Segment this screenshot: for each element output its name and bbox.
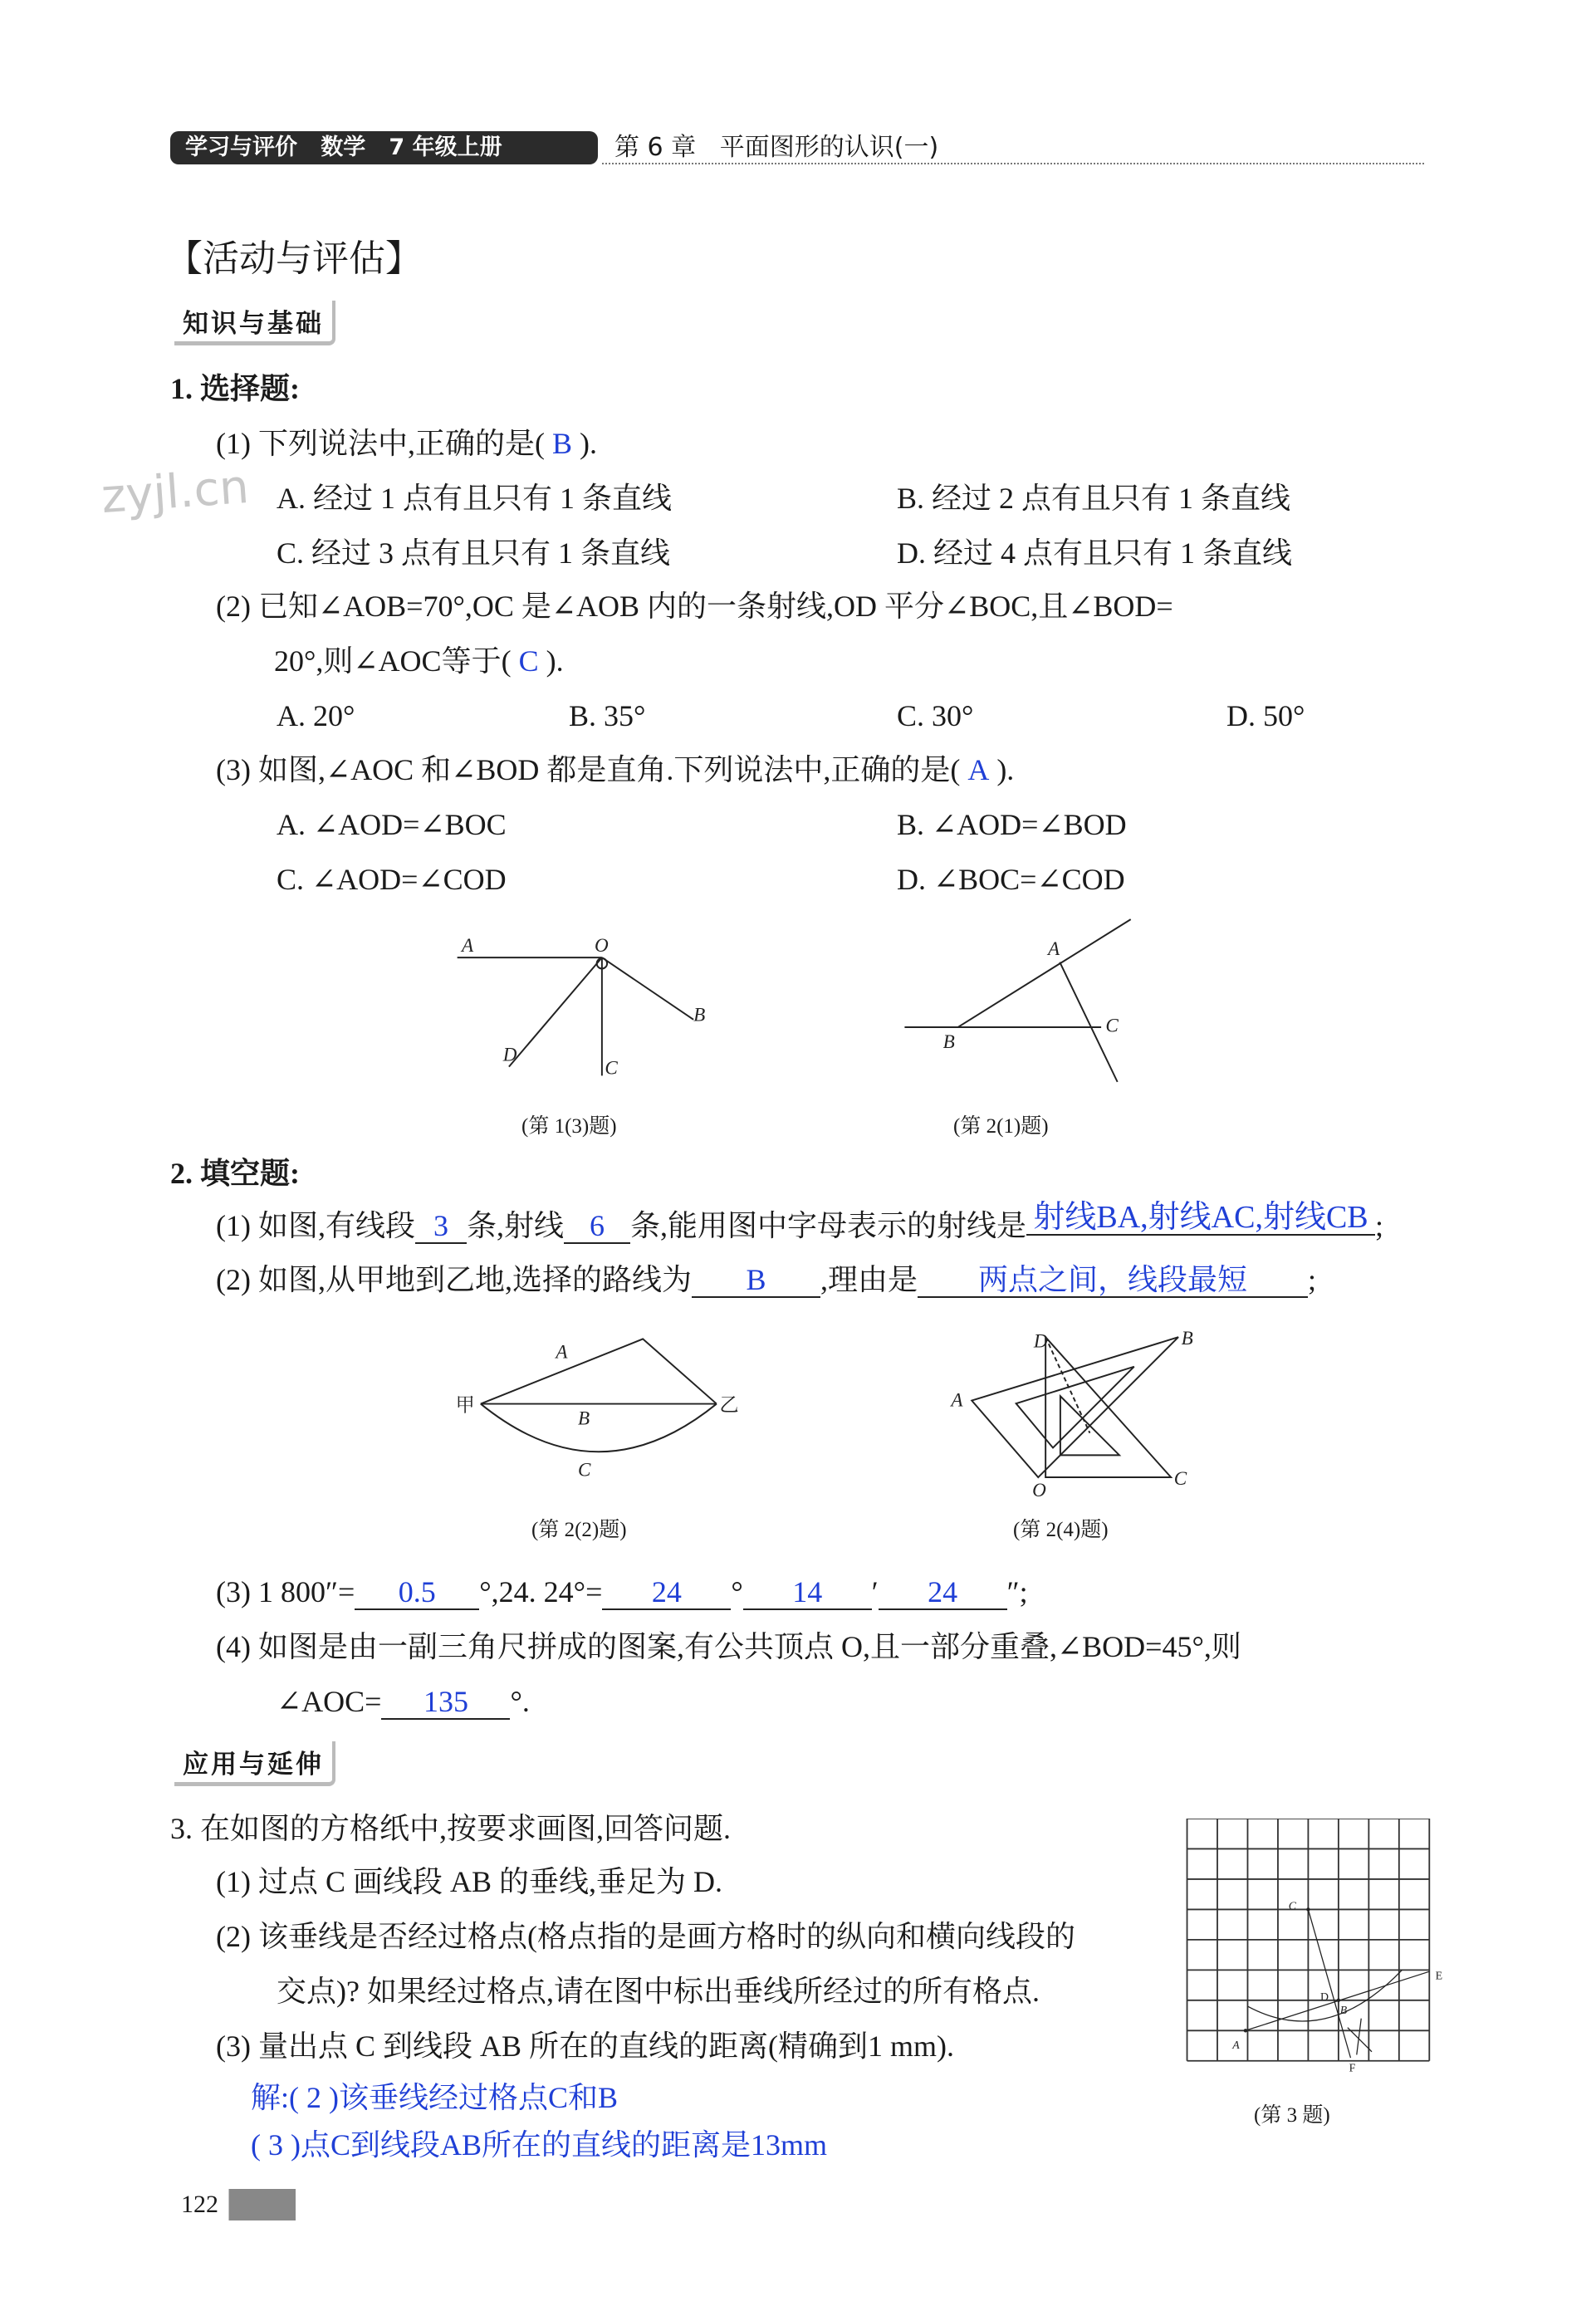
caption-2-1: (第 2(1)题) — [953, 1115, 1049, 1138]
q3-1: (1) 过点 C 画线段 AB 的垂线,垂足为 D. — [216, 1865, 722, 1898]
q3-3: (3) 量出点 C 到线段 AB 所在的直线的距离(精确到1 mm). — [216, 2029, 954, 2063]
label-a: A — [951, 1388, 963, 1411]
text: ; — [1308, 1263, 1317, 1296]
answer-blank: 24 — [602, 1575, 731, 1610]
text: ∠AOC= — [277, 1685, 382, 1718]
label-d: D — [1033, 1329, 1048, 1352]
text: ″; — [1006, 1575, 1028, 1608]
q1-3-stem — [216, 752, 1014, 788]
q2-title: 2. 填空题: — [170, 1157, 300, 1190]
q1-2-option-d: D. 50° — [1226, 699, 1305, 732]
q1-title: 1. 选择题: — [170, 372, 300, 405]
caption-1-3: (第 1(3)题) — [521, 1115, 617, 1138]
figure-2-2 — [453, 1329, 743, 1486]
figure-2-1 — [897, 913, 1146, 1088]
label-b: B — [942, 1031, 955, 1053]
answer-blank: 24 — [879, 1575, 1007, 1610]
answer-blank: 3 — [415, 1209, 467, 1244]
label-c: C — [1105, 1015, 1119, 1037]
q3-2: (2) 该垂线是否经过格点(格点指的是画方格时的纵向和横向线段的 — [216, 1920, 1075, 1953]
q2-4: (4) 如图是由一副三角尺拼成的图案,有公共顶点 O,且一部分重叠,∠BOD=45°,则 — [216, 1630, 1241, 1663]
answer-blank: 6 — [564, 1209, 630, 1244]
label-e — [1436, 1969, 1442, 1981]
q1-2-option-c: C. 30° — [897, 699, 974, 732]
text: (2) 如图,从甲地到乙地,选择的路线为 — [216, 1263, 692, 1296]
q1-3-option-c: C. ∠AOD=∠COD — [277, 863, 507, 896]
answer-blank: 两点之间，线段最短 — [918, 1263, 1308, 1298]
book-series-banner: 学习与评价 数学 7 年级上册 — [170, 131, 598, 164]
text: °,24. 24°= — [479, 1575, 603, 1608]
q1-2-option-a: A. 20° — [277, 699, 355, 732]
label-a: A — [556, 1340, 568, 1363]
label-d — [1320, 1990, 1329, 2003]
q1-1-option-b: B. 经过 2 点有且只有 1 条直线 — [897, 482, 1291, 515]
label-o: O — [595, 934, 609, 956]
answer-blank: 14 — [743, 1575, 872, 1610]
stem-end: ). — [546, 644, 564, 678]
label-a: A — [1048, 938, 1060, 960]
caption-3: (第 3 题) — [1254, 2104, 1330, 2127]
q3-2-cont: 交点)? 如果经过格点,请在图中标出垂线所经过的所有格点. — [277, 1975, 1040, 2008]
q2-2 — [216, 1261, 1316, 1298]
q2-4-answer-line — [277, 1683, 530, 1720]
stem-end: ). — [996, 753, 1015, 786]
q1-2-option-b: B. 35° — [569, 699, 646, 732]
figure-1-3 — [448, 922, 714, 1088]
q2-1 — [216, 1200, 1384, 1244]
stem-text: (3) 如图,∠AOC 和∠BOD 都是直角.下列说法中,正确的是( — [216, 753, 961, 786]
label-c — [1289, 1899, 1297, 1912]
text: ′ — [871, 1575, 879, 1608]
answer: A — [967, 753, 990, 786]
q3-answer-1: 解:( 2 )该垂线经过格点C和B — [251, 2081, 619, 2114]
page-number — [174, 2189, 296, 2220]
header-divider — [602, 163, 1424, 164]
label-b: B — [693, 1003, 706, 1026]
q1-3-option-b: B. ∠AOD=∠BOD — [897, 808, 1127, 841]
answer: C — [518, 644, 539, 678]
label-c: C — [578, 1458, 591, 1481]
label-c: C — [1173, 1466, 1187, 1489]
text: (3) 1 800″= — [216, 1575, 355, 1608]
watermark: zyjl.cn — [99, 459, 251, 525]
label-a: A — [462, 934, 474, 956]
answer-blank: B — [692, 1263, 820, 1298]
text: 条,射线 — [466, 1209, 564, 1242]
q1-1-option-d: D. 经过 4 点有且只有 1 条直线 — [897, 536, 1292, 570]
q1-1-stem — [216, 425, 597, 462]
text: (1) 如图,有线段 — [216, 1209, 415, 1242]
q1-1-option-c: C. 经过 3 点有且只有 1 条直线 — [277, 536, 671, 570]
label-b: B — [1181, 1327, 1193, 1349]
q1-2-stem2 — [274, 643, 564, 679]
text: ; — [1375, 1209, 1384, 1242]
q1-1-option-a: A. 经过 1 点有且只有 1 条直线 — [277, 482, 672, 515]
subsection-basics: 知识与基础 — [174, 301, 335, 345]
q1-3-option-d: D. ∠BOC=∠COD — [897, 863, 1125, 896]
stem-end: ). — [579, 427, 597, 460]
stem-text: 20°,则∠AOC等于( — [274, 644, 512, 678]
answer-blank: 135 — [381, 1685, 510, 1720]
q3-title: 3. 在如图的方格纸中,按要求画图,回答问题. — [170, 1812, 732, 1845]
label-jia: 甲 — [455, 1393, 475, 1416]
label-a — [1231, 2039, 1240, 2051]
figure-3-grid — [1179, 1819, 1461, 2076]
stem-text: (1) 下列说法中,正确的是( — [216, 427, 545, 460]
q2-3 — [216, 1574, 1028, 1610]
text: ° — [731, 1575, 743, 1608]
answer-blank: 0.5 — [355, 1575, 479, 1610]
label-d: D — [502, 1043, 517, 1065]
chapter-title: 第 6 章 平面图形的认识(一) — [614, 133, 939, 162]
q3-answer-2: ( 3 )点C到线段AB所在的直线的距离是13mm — [251, 2128, 828, 2162]
subsection-application: 应用与延伸 — [174, 1741, 335, 1786]
text: 条,能用图中字母表示的射线是 — [630, 1209, 1027, 1242]
label-yi: 乙 — [719, 1393, 739, 1416]
label-o: O — [1032, 1479, 1046, 1501]
figure-2-4 — [947, 1325, 1212, 1504]
label-f — [1349, 2062, 1356, 2074]
label-b: B — [578, 1407, 590, 1429]
label-c: C — [605, 1056, 618, 1079]
text: ,理由是 — [820, 1263, 918, 1296]
answer: B — [551, 427, 572, 460]
q1-2-stem: (2) 已知∠AOB=70°,OC 是∠AOB 内的一条射线,OD 平分∠BOC,且∠BOD= — [216, 590, 1173, 623]
answer-blank: 射线BA,射线AC,射线CB — [1026, 1201, 1375, 1236]
q1-3-option-a: A. ∠AOD=∠BOC — [277, 808, 507, 841]
section-title: 【活动与评估】 — [166, 237, 422, 280]
caption-2-2: (第 2(2)题) — [531, 1519, 627, 1541]
caption-2-4: (第 2(4)题) — [1013, 1519, 1109, 1541]
text: °. — [510, 1685, 530, 1718]
label-b — [1340, 2004, 1348, 2016]
page-number-text: 122 — [181, 2191, 218, 2218]
